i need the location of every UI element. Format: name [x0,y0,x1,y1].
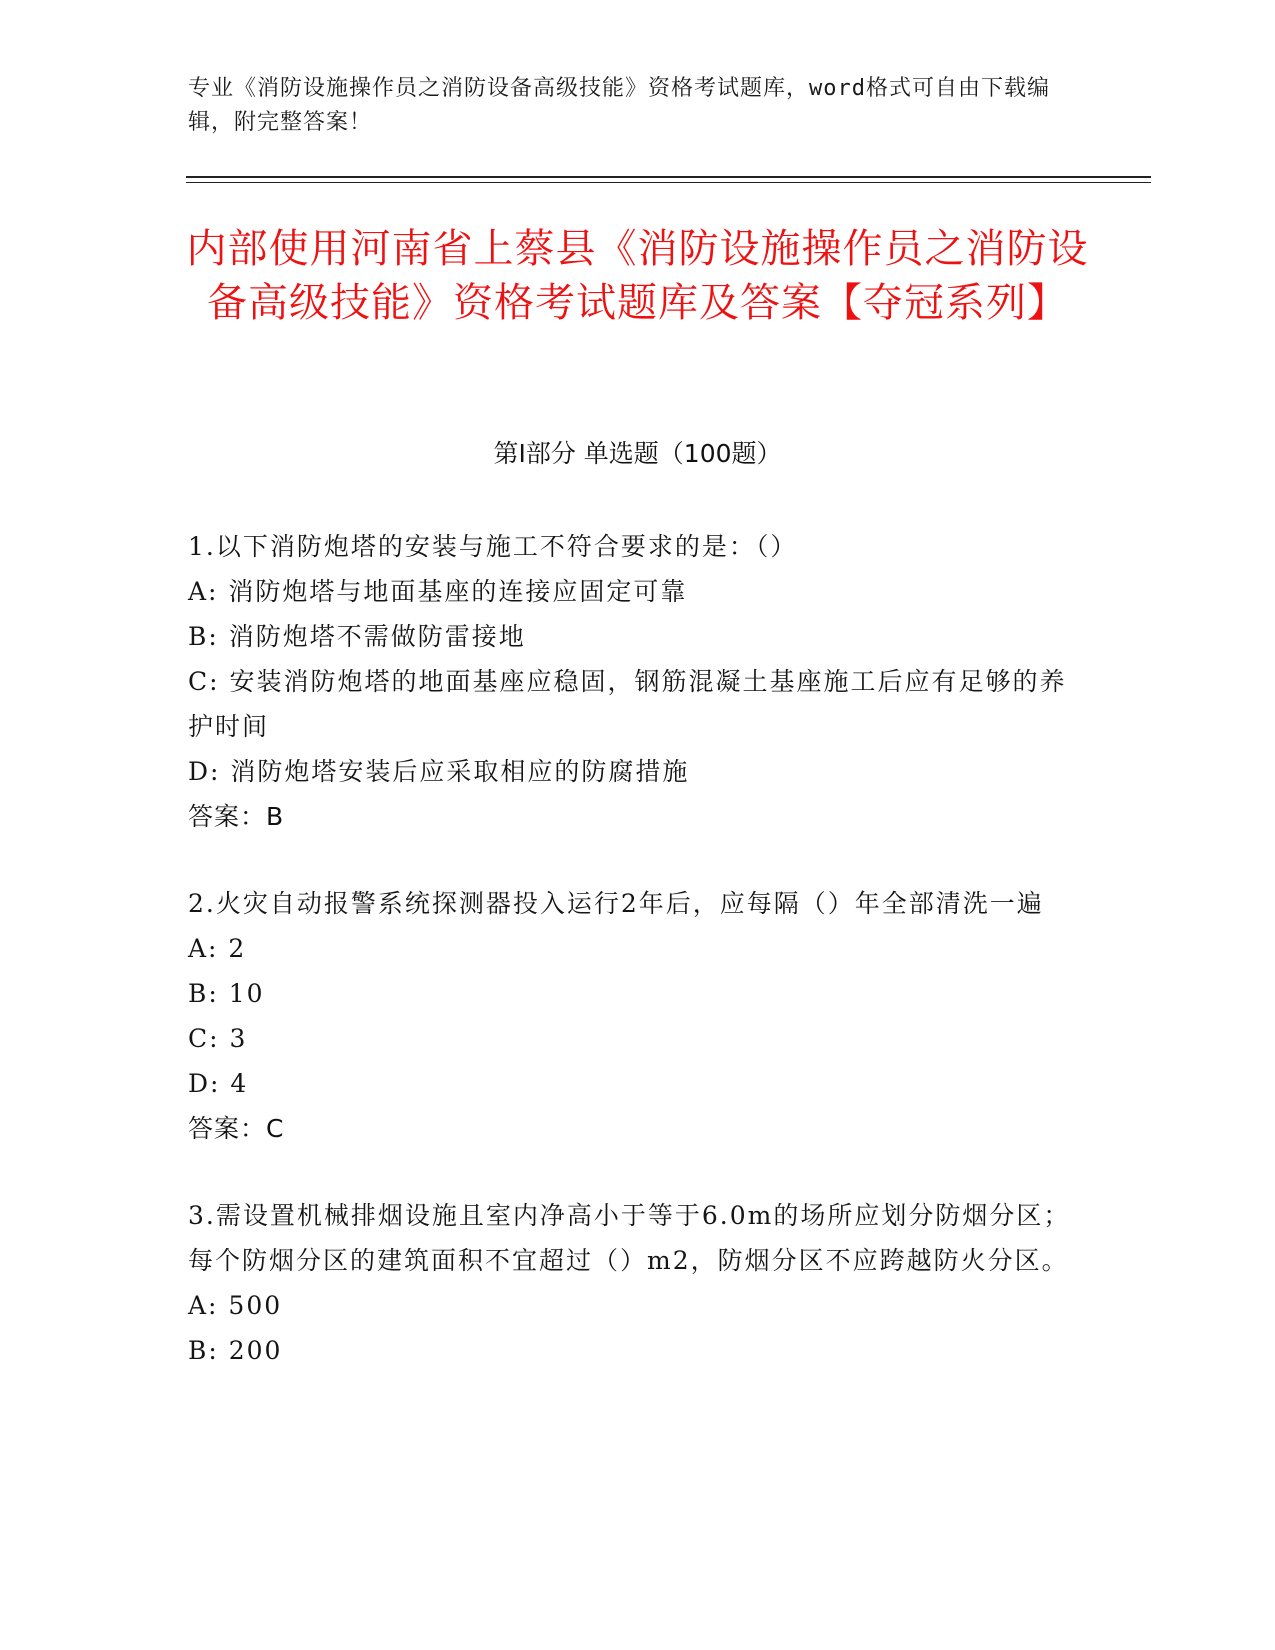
option-d: D: 4 [188,1069,249,1098]
option-b: B: 消防炮塔不需做防雷接地 [188,622,526,651]
question-item [188,881,1078,1151]
answer-label: 答案：B [188,802,285,831]
question-list [188,524,1078,1415]
header-note: 专业《消防设施操作员之消防设备高级技能》资格考试题库，word格式可自由下载编辑，附完整答案！ [188,76,1050,135]
option-a: A: 2 [188,934,247,963]
option-c: C: 3 [188,1024,248,1053]
option-c: C: 安装消防炮塔的地面基座应稳固，钢筋混凝土基座施工后应有足够的养护时间 [188,667,1067,741]
header-divider-thin [186,182,1151,183]
question-text: 3.需设置机械排烟设施且室内净高小于等于6.0m的场所应划分防烟分区；每个防烟分区的建筑面积不宜超过（）m2，防烟分区不应跨越防火分区。 [188,1201,1071,1275]
option-d: D: 消防炮塔安装后应采取相应的防腐措施 [188,757,690,786]
question-item [188,1193,1078,1373]
question-text: 2.火灾自动报警系统探测器投入运行2年后，应每隔（）年全部清洗一遍 [188,889,1044,918]
option-b: B: 200 [188,1336,283,1365]
section-heading: 第I部分 单选题（100题） [493,439,782,468]
question-item [188,524,1078,839]
option-a: A: 消防炮塔与地面基座的连接应固定可靠 [188,577,688,606]
header-divider-thick [186,176,1151,178]
question-text: 1.以下消防炮塔的安装与施工不符合要求的是：（） [188,532,798,561]
answer-label: 答案：C [188,1114,285,1143]
option-a: A: 500 [188,1291,283,1320]
document-title: 内部使用河南省上蔡县《消防设施操作员之消防设备高级技能》资格考试题库及答案【夺冠系列】 [186,226,1089,326]
option-b: B: 10 [188,979,265,1008]
